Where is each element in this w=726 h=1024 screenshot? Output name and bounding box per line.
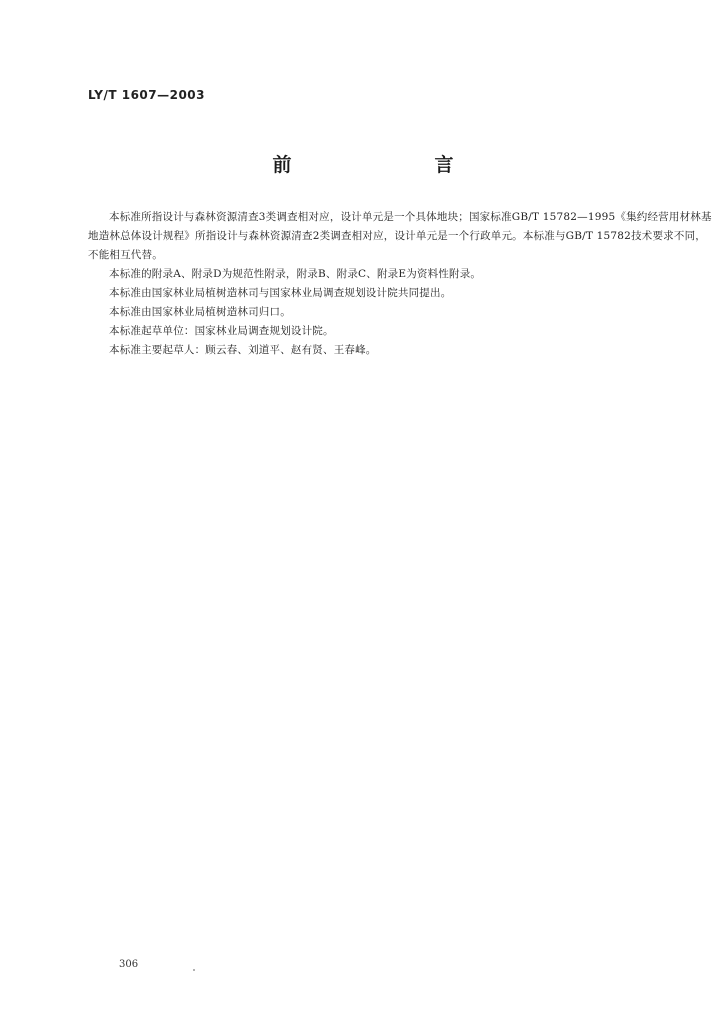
page-number: 306 (119, 959, 139, 970)
standard-code: LY/T 1607—2003 (88, 88, 206, 102)
foreword-body (88, 208, 714, 360)
paragraph-proposer: 本标准由国家林业局植树造林司与国家林业局调查规划设计院共同提出。 (109, 287, 452, 299)
paragraph-design-scope: 本标准所指设计与森林资源清查3类调查相对应，设计单元是一个具体地块；国家标准GB/T 15782—1995《集约经营用材林基地造林总体设计规程》所指设计与森林资源清查2类调查相对应，设计单元是一个行政单元。本标准与GB/T 15782技术要求不同，不能相互代替。 (88, 211, 712, 261)
page-title: 前 言 (272, 154, 516, 176)
scan-speck (193, 969, 195, 971)
paragraph-responsible-unit: 本标准由国家林业局植树造林司归口。 (109, 306, 291, 318)
paragraph-appendices: 本标准的附录A、附录D为规范性附录，附录B、附录C、附录E为资料性附录。 (109, 268, 482, 280)
paragraph-drafters: 本标准主要起草人：顾云春、刘道平、赵有贤、王春峰。 (109, 344, 377, 356)
paragraph-drafting-unit: 本标准起草单位：国家林业局调查规划设计院。 (109, 325, 334, 337)
